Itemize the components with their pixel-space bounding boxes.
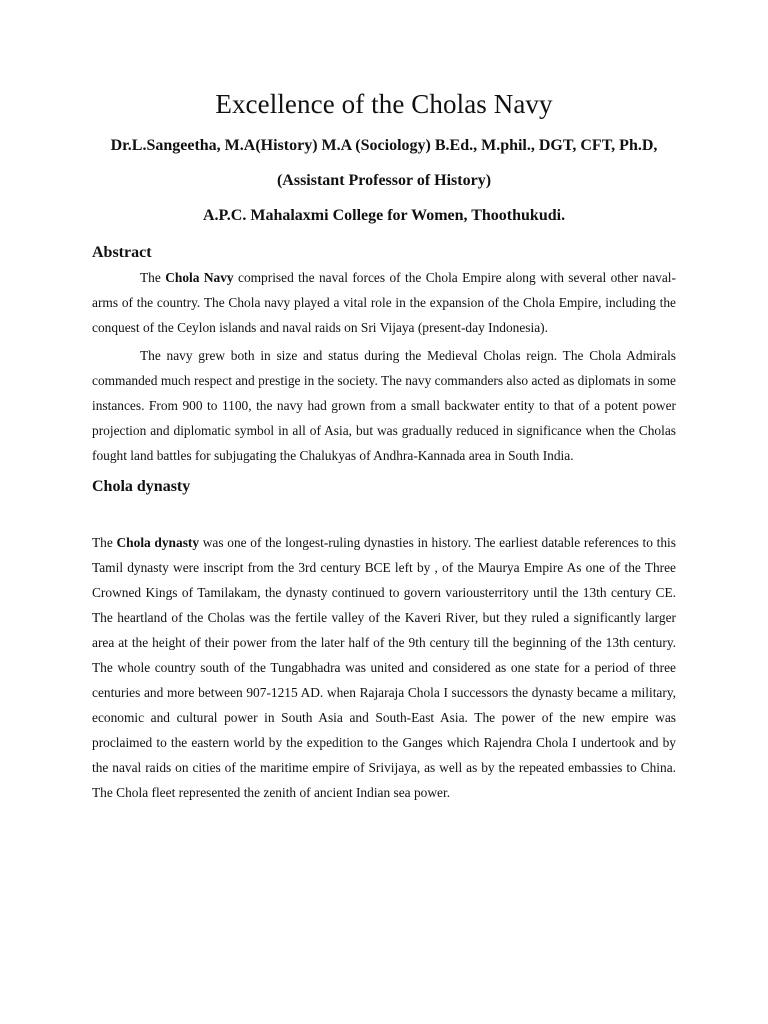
dynasty-p1-rest: was one of the longest-ruling dynasties in history. The earliest datable references to this Tamil dynasty were inscript from the 3rd century BCE left by , of the Maurya Empire As one of the Three Crowned Kings of Tamilakam, the dynasty continued to govern variousterritory until the 13th century CE. The heartland of the Cholas was the fertile valley of the Kaveri River, but they ruled a significantly larger area at the height of their power from the later half of the 9th century till the beginning of the 13th century. The whole country south of the Tungabhadra was united and considered as one state for a period of three centuries and more between 907-1215 AD. when Rajaraja Chola I successors the dynasty became a military, economic and cultural power in South Asia and South-East Asia. The power of the new empire was proclaimed to the eastern world by the expedition to the Ganges which Rajendra Chola I undertook and by the naval raids on cities of the maritime empire of Srivijaya, as well as by the repeated embassies to China. The Chola fleet represented the zenith of ancient Indian sea power. <box>92 535 676 800</box>
abstract-p1-rest: comprised the naval forces of the Chola Empire along with several other naval-arms of the country. The Chola navy played a vital role in the expansion of the Chola Empire, including the conquest of the Ceylon islands and naval raids on Sri Vijaya (present-day Indonesia). <box>92 270 676 335</box>
dynasty-paragraph-1 <box>92 530 676 805</box>
author-line: Dr.L.Sangeetha, M.A(History) M.A (Sociology) B.Ed., M.phil., DGT, CFT, Ph.D, <box>110 137 658 154</box>
dynasty-p1-lead: The <box>92 535 117 550</box>
abstract-paragraph-2: The navy grew both in size and status during the Medieval Cholas reign. The Chola Admirals commanded much respect and prestige in the society. The navy commanders also acted as diplomats in some instances. From 900 to 1100, the navy had grown from a small backwater entity to that of a potent power projection and diplomatic symbol in all of Asia, but was gradually reduced in significance when the Cholas fought land battles for subjugating the Chalukyas of Andhra-Kannada area in South India. <box>92 348 676 463</box>
author-role: (Assistant Professor of History) <box>276 172 492 189</box>
author-affiliation: A.P.C. Mahalaxmi College for Women, Thoothukudi. <box>202 207 566 224</box>
dynasty-p1-bold: Chola dynasty <box>116 535 200 550</box>
paper-title: Excellence of the Cholas Navy <box>215 89 553 119</box>
abstract-heading: Abstract <box>92 244 152 261</box>
abstract-paragraph-1 <box>92 265 676 340</box>
abstract-p1-lead: The <box>140 270 166 285</box>
document-page <box>92 84 676 805</box>
dynasty-heading: Chola dynasty <box>92 478 191 495</box>
abstract-p1-bold: Chola Navy <box>165 270 234 285</box>
